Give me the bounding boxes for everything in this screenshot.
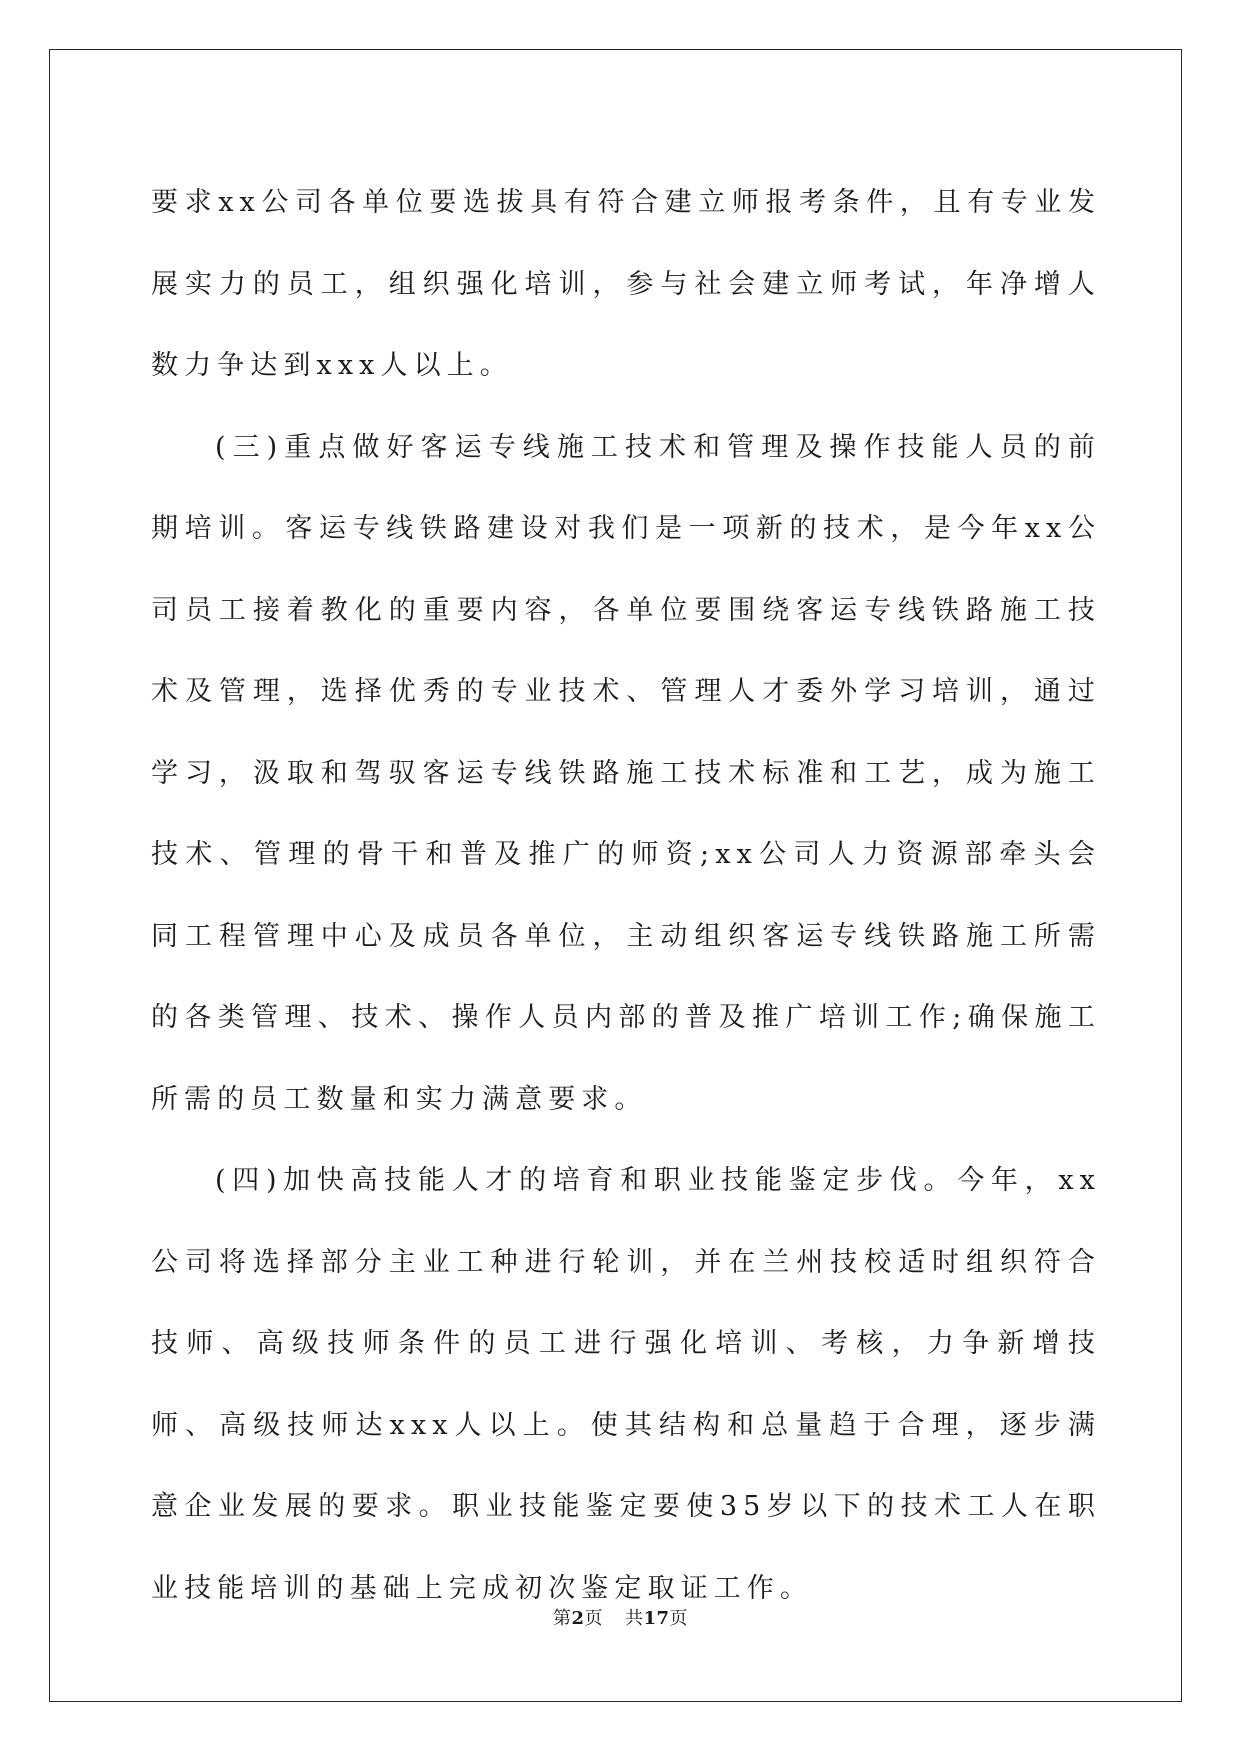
footer-total-suffix: 页	[669, 1608, 689, 1629]
footer-total-prefix: 共	[624, 1608, 644, 1629]
footer-page-suffix: 页	[584, 1608, 603, 1629]
page-footer	[0, 1604, 1241, 1630]
current-page-number: 2	[571, 1608, 585, 1629]
paragraph-3: (四)加快高技能人才的培育和职业技能鉴定步伐。今年，xx公司将选择部分主业工种进行轮训，并在兰州技校适时组织符合技师、高级技师条件的员工进行强化培训、考核，力争新增技师、高级技师达xxx人以上。使其结构和总量趋于合理，逐步满意企业发展的要求。职业技能鉴定要使35岁以下的技术工人在职业技能培训的基础上完成初次鉴定取证工作。	[151, 1165, 1101, 1604]
paragraph-1: 要求xx公司各单位要选拔具有符合建立师报考条件，且有专业发展实力的员工，组织强化培训，参与社会建立师考试，年净增人数力争达到xxx人以上。	[151, 187, 1101, 381]
paragraph-2: (三)重点做好客运专线施工技术和管理及操作技能人员的前期培训。客运专线铁路建设对我们是一项新的技术，是今年xx公司员工接着教化的重要内容，各单位要围绕客运专线铁路施工技术及管理，选择优秀的专业技术、管理人才委外学习培训，通过学习，汲取和驾驭客运专线铁路施工技术标准和工艺，成为施工技术、管理的骨干和普及推广的师资;xx公司人力资源部牵头会同工程管理中心及成员各单位，主动组织客运专线铁路施工所需的各类管理、技术、操作人员内部的普及推广培训工作;确保施工所需的员工数量和实力满意要求。	[151, 431, 1101, 1115]
document-body	[151, 162, 1101, 1629]
total-pages-number: 17	[643, 1608, 670, 1629]
footer-prefix: 第	[552, 1608, 572, 1629]
